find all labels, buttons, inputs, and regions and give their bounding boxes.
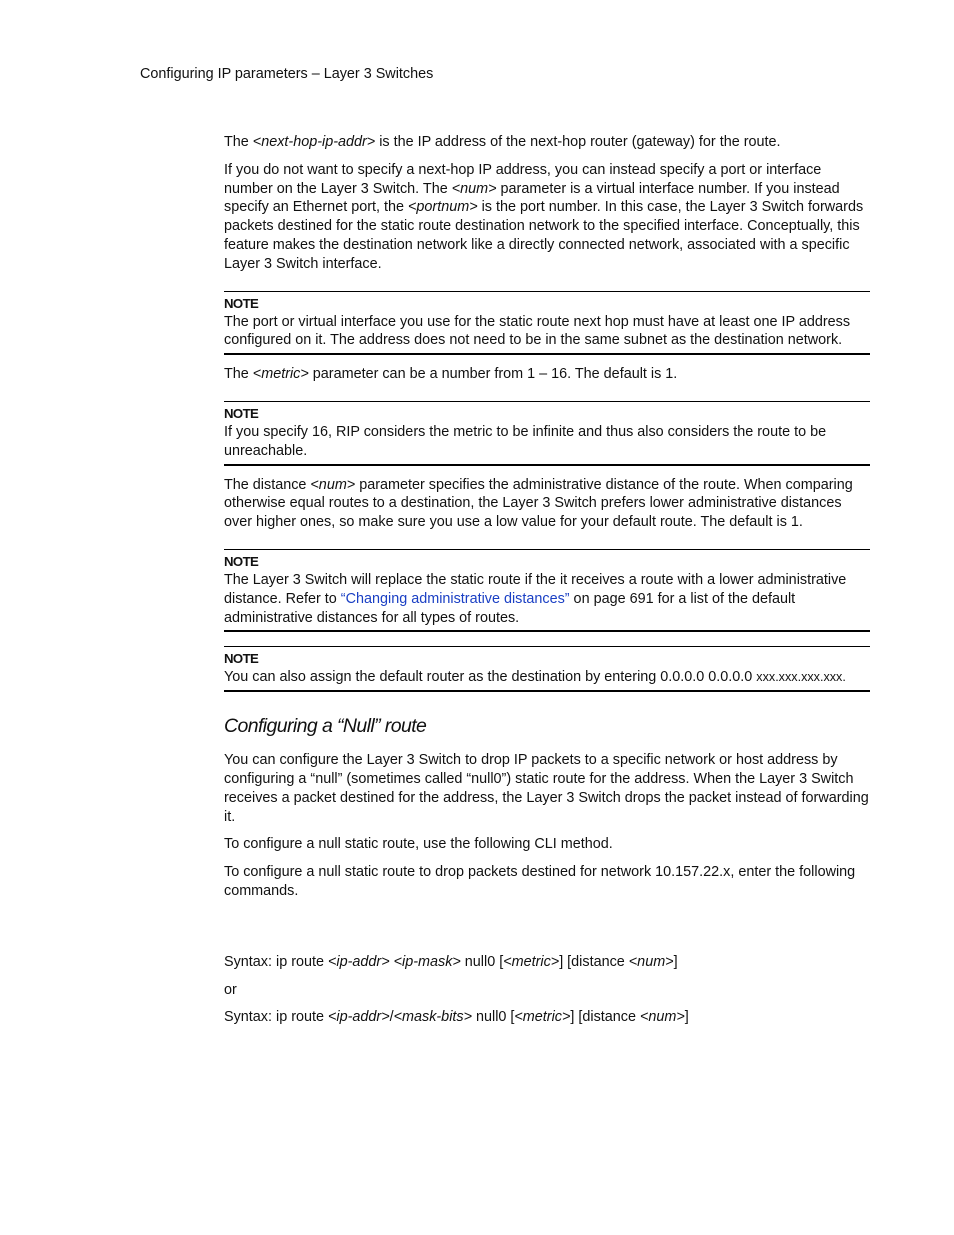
param-num: <num> — [628, 953, 674, 970]
param-num: <num> — [310, 476, 356, 493]
text: The — [224, 134, 253, 150]
note-text-small: xxx.xxx.xxx.xxx. — [756, 670, 846, 685]
text: ] — [684, 1009, 689, 1026]
note-box-4 — [224, 646, 870, 692]
note-text: The port or virtual interface you use for the static route next hop must have at least one IP address configured on it. The address does not need to be in the same subnet as the destination network. — [224, 313, 851, 349]
keyword-distance: ] [distance — [570, 1009, 640, 1026]
param-mask-bits: <mask-bits> — [393, 1009, 472, 1026]
keyword-distance: ] [distance — [559, 953, 629, 970]
note-box-3 — [224, 549, 870, 632]
syntax-label: Syntax: ip route — [224, 953, 328, 970]
running-header: Configuring IP parameters – Layer 3 Switches — [140, 66, 434, 82]
interface-paragraph — [224, 161, 870, 274]
keyword-distance: distance — [252, 476, 307, 493]
param-metric: <metric> — [503, 953, 560, 970]
param-num: <num> — [451, 180, 497, 197]
note-text: If you specify 16, RIP considers the metric to be infinite and thus also considers the route to be unreachable. — [224, 423, 827, 459]
or-text: or — [224, 981, 237, 998]
section-heading: Configuring a “Null” route — [224, 715, 427, 738]
next-hop-paragraph — [224, 133, 870, 152]
note-text: on page 691 for a list of the default administrative distances for all types of routes. — [224, 590, 796, 626]
syntax-label: Syntax: ip route — [224, 1009, 328, 1026]
param-next-hop: <next-hop-ip-addr> — [252, 134, 376, 150]
text: / — [389, 1009, 394, 1026]
syntax-line-1 — [224, 953, 870, 972]
param-metric: <metric> — [514, 1009, 571, 1026]
note-label: NOTE — [224, 651, 259, 667]
null-route-intro: You can configure the Layer 3 Switch to drop IP packets to a specific network or host address by configuring a “null” (sometimes called “null0”) static route for the address. When the Layer 3 Switch receives a packet destined for the address, the Layer 3 Switch drops the packet instead of forwarding it. — [224, 752, 869, 825]
null-route-method: To configure a null static route, use the following CLI method. — [224, 836, 613, 853]
syntax-line-2 — [224, 1008, 870, 1027]
text: is the IP address of the next-hop router (gateway) for the route. — [375, 134, 781, 150]
text: parameter can be a number from 1 – 16. The default is 1. — [308, 366, 678, 383]
text: parameter is a virtual interface number. If you instead specify an Ethernet port, the — [224, 180, 840, 216]
note-label: NOTE — [224, 553, 259, 569]
admin-distances-link[interactable]: “Changing administrative distances” — [340, 590, 570, 607]
param-ip-addr: <ip-addr> — [328, 1009, 390, 1026]
metric-paragraph — [224, 365, 870, 384]
note-label: NOTE — [224, 295, 259, 311]
text: parameter specifies the administrative distance of the route. When comparing otherwise equal routes to a destination, the Layer 3 Switch prefers lower administrative distances over higher ones, so make sure you use a low value for your default route. The default is 1. — [224, 476, 853, 531]
text: The — [224, 476, 253, 493]
null-route-example: To configure a null static route to drop packets destined for network 10.157.22.x, enter the following commands. — [224, 864, 856, 899]
note-box-1 — [224, 291, 870, 356]
note-box-2 — [224, 401, 870, 466]
text: The — [224, 366, 253, 383]
note-text: You can also assign the default router as the destination by entering 0.0.0.0 0.0.0.0 — [224, 669, 757, 686]
note-label: NOTE — [224, 405, 259, 421]
param-portnum: <portnum> — [408, 199, 478, 216]
param-num: <num> — [639, 1009, 685, 1026]
param-ip-addr: <ip-addr> — [328, 953, 390, 970]
param-ip-mask: <ip-mask> — [393, 953, 461, 970]
keyword-null0: null0 [ — [460, 953, 504, 970]
text: If you do not want to specify a next-hop IP address, you can instead specify a port or interface number on the Layer 3 Switch. The — [224, 161, 822, 197]
page-content — [224, 133, 870, 1036]
note-text: The Layer 3 Switch will replace the static route if the it receives a route with a lower administrative distance. Refer to — [224, 571, 847, 607]
distance-paragraph — [224, 476, 870, 532]
keyword-null0: null0 [ — [472, 1009, 515, 1026]
param-metric: <metric> — [252, 366, 309, 383]
text: ] — [673, 953, 678, 970]
text: is the port number. In this case, the Layer 3 Switch forwards packets destined for the static route destination network to the specified interface. Conceptually, this feature makes the destination network like a directly connected network, associated with a specific Layer 3 Switch interface. — [224, 199, 864, 272]
